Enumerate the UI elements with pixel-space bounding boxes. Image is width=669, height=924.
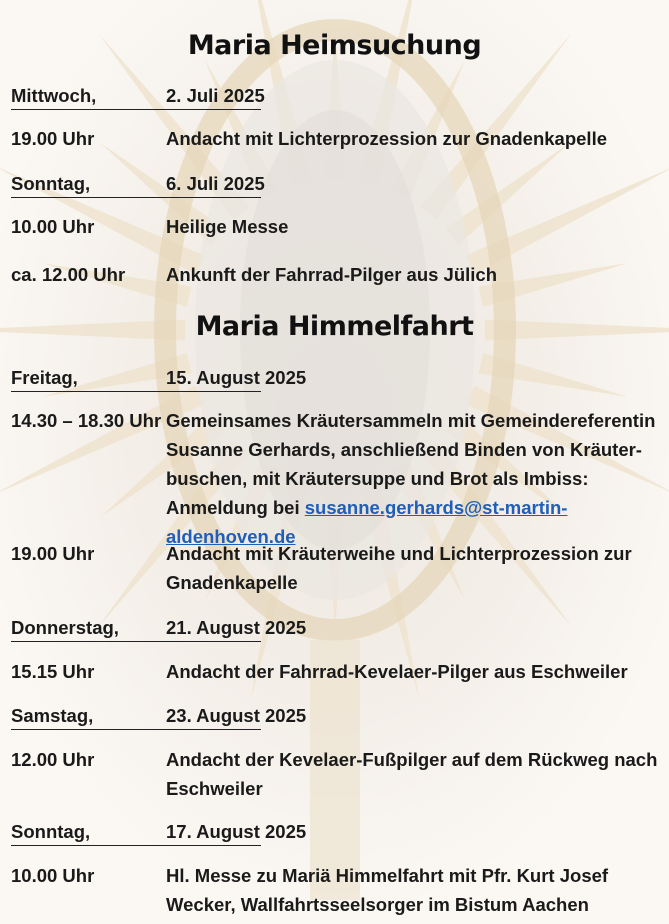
- event-time: 12.00 Uhr: [11, 749, 95, 770]
- event-description: Ankunft der Fahrrad-Pilger aus Jülich: [166, 264, 498, 285]
- registration-line: Anmeldung bei susanne.gerhards@st-martin-aldenhoven.de: [166, 497, 568, 547]
- event-description: Hl. Messe zu Mariä Himmelfahrt mit Pfr. Kurt Josef Wecker, Wallfahrtsseelsorger im Bistum Aachen: [166, 865, 609, 915]
- weekday: Freitag,: [11, 365, 261, 392]
- event-description: Andacht mit Lichterprozession zur Gnadenkapelle: [166, 128, 608, 149]
- event-time: 19.00 Uhr: [11, 128, 95, 149]
- event-time: 10.00 Uhr: [11, 865, 95, 886]
- date: 2. Juli 2025: [166, 85, 265, 106]
- event-time: 19.00 Uhr: [11, 543, 95, 564]
- event-description: Heilige Messe: [166, 216, 289, 237]
- event-description: Andacht mit Kräuterweihe und Lichterprozession zur Gnadenkapelle: [166, 543, 632, 593]
- weekday: Samstag,: [11, 703, 261, 730]
- event-description: Andacht der Fahrrad-Kevelaer-Pilger aus Eschweiler: [166, 661, 628, 682]
- event-time: 15.15 Uhr: [11, 661, 95, 682]
- event-description: Gemeinsames Kräutersammeln mit Gemeindereferentin Susanne Gerhards, anschließend Binden von Kräuter- buschen, mit Kräutersuppe und Brot als Imbiss: Anmeldung bei susanne.gerhards@st-martin-aldenhoven.de: [166, 406, 666, 551]
- event-time: 10.00 Uhr: [11, 216, 95, 237]
- section-title-heimsuchung: Maria Heimsuchung: [187, 30, 482, 61]
- date: 23. August 2025: [166, 705, 307, 726]
- weekday: Sonntag,: [11, 171, 261, 198]
- weekday: Donnerstag,: [11, 615, 261, 642]
- date: 6. Juli 2025: [166, 173, 265, 194]
- date: 17. August 2025: [166, 821, 307, 842]
- section-title-himmelfahrt: Maria Himmelfahrt: [195, 311, 474, 342]
- event-time: ca. 12.00 Uhr: [11, 264, 126, 285]
- event-time: 14.30 – 18.30 Uhr: [11, 410, 162, 431]
- event-description: Andacht der Kevelaer-Fußpilger auf dem Rückweg nach Eschweiler: [166, 749, 658, 799]
- date: 21. August 2025: [166, 617, 307, 638]
- weekday: Sonntag,: [11, 819, 261, 846]
- date: 15. August 2025: [166, 367, 307, 388]
- weekday: Mittwoch,: [11, 83, 261, 110]
- email-link[interactable]: susanne.gerhards@st-martin-aldenhoven.de: [166, 497, 568, 547]
